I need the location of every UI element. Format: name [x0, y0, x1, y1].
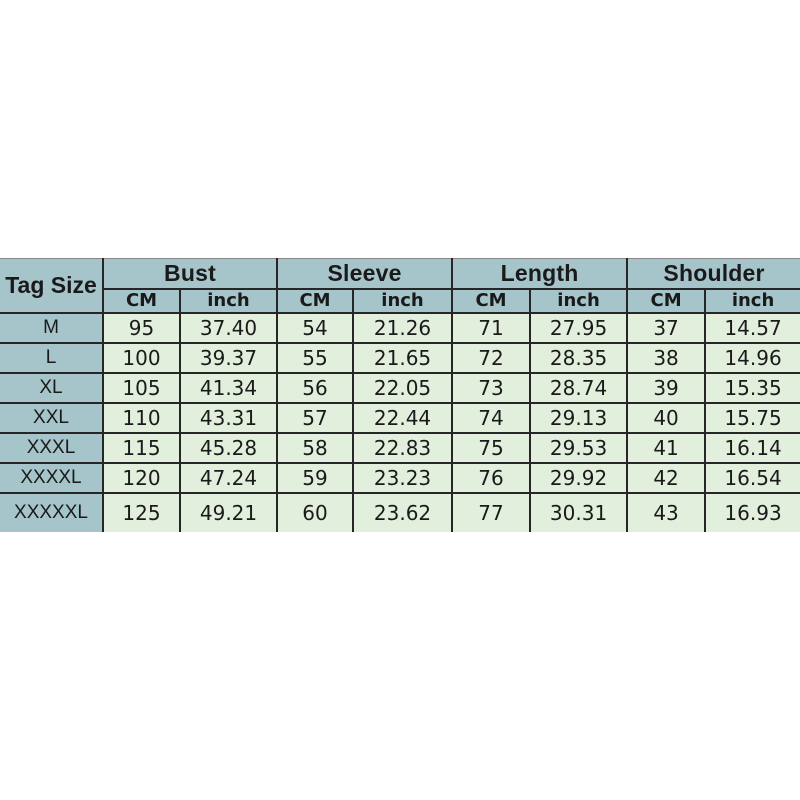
group-header-shoulder: Shoulder: [627, 259, 800, 289]
shoulder-cm-cell: 40: [627, 403, 705, 433]
length-inch-cell: 30.31: [530, 493, 627, 532]
length-cm-cell: 77: [452, 493, 530, 532]
size-label-cell: XXL: [0, 403, 103, 433]
size-row-xxxxl: [0, 463, 800, 493]
shoulder-cm-cell: 41: [627, 433, 705, 463]
shoulder-inch-cell: 16.93: [705, 493, 800, 532]
unit-header-sleeve-cm: CM: [277, 289, 353, 313]
bust-inch-cell: 37.40: [180, 313, 277, 343]
length-inch-cell: 29.92: [530, 463, 627, 493]
unit-header-length-inch: inch: [530, 289, 627, 313]
bust-inch-cell: 39.37: [180, 343, 277, 373]
shoulder-inch-cell: 14.96: [705, 343, 800, 373]
bust-inch-cell: 45.28: [180, 433, 277, 463]
size-row-xxxl: [0, 433, 800, 463]
size-row-xxl: [0, 403, 800, 433]
sleeve-cm-cell: 59: [277, 463, 353, 493]
bust-inch-cell: 49.21: [180, 493, 277, 532]
size-label-cell: XL: [0, 373, 103, 403]
bust-cm-cell: 120: [103, 463, 180, 493]
unit-header-shoulder-cm: CM: [627, 289, 705, 313]
size-label-cell: M: [0, 313, 103, 343]
sleeve-inch-cell: 23.23: [353, 463, 452, 493]
shoulder-inch-cell: 16.54: [705, 463, 800, 493]
shoulder-inch-cell: 16.14: [705, 433, 800, 463]
size-label-cell: XXXL: [0, 433, 103, 463]
sleeve-cm-cell: 56: [277, 373, 353, 403]
sleeve-inch-cell: 22.83: [353, 433, 452, 463]
shoulder-cm-cell: 39: [627, 373, 705, 403]
size-label-cell: XXXXXL: [0, 493, 103, 532]
length-cm-cell: 76: [452, 463, 530, 493]
bust-cm-cell: 115: [103, 433, 180, 463]
size-label-cell: L: [0, 343, 103, 373]
sleeve-cm-cell: 60: [277, 493, 353, 532]
group-header-length: Length: [452, 259, 627, 289]
shoulder-cm-cell: 42: [627, 463, 705, 493]
sleeve-cm-cell: 58: [277, 433, 353, 463]
unit-header-sleeve-inch: inch: [353, 289, 452, 313]
shoulder-inch-cell: 14.57: [705, 313, 800, 343]
length-inch-cell: 29.13: [530, 403, 627, 433]
sleeve-inch-cell: 21.65: [353, 343, 452, 373]
unit-header-bust-inch: inch: [180, 289, 277, 313]
bust-cm-cell: 110: [103, 403, 180, 433]
length-cm-cell: 73: [452, 373, 530, 403]
sleeve-cm-cell: 57: [277, 403, 353, 433]
size-row-m: [0, 313, 800, 343]
shoulder-cm-cell: 38: [627, 343, 705, 373]
sleeve-inch-cell: 22.05: [353, 373, 452, 403]
shoulder-cm-cell: 43: [627, 493, 705, 532]
size-row-l: [0, 343, 800, 373]
sleeve-cm-cell: 54: [277, 313, 353, 343]
length-cm-cell: 75: [452, 433, 530, 463]
length-inch-cell: 28.74: [530, 373, 627, 403]
group-header-row: [0, 259, 800, 289]
size-row-xl: [0, 373, 800, 403]
sleeve-cm-cell: 55: [277, 343, 353, 373]
group-header-bust: Bust: [103, 259, 277, 289]
bust-inch-cell: 47.24: [180, 463, 277, 493]
size-label-cell: XXXXL: [0, 463, 103, 493]
shoulder-cm-cell: 37: [627, 313, 705, 343]
group-header-sleeve: Sleeve: [277, 259, 452, 289]
bust-inch-cell: 41.34: [180, 373, 277, 403]
unit-header-bust-cm: CM: [103, 289, 180, 313]
corner-header-tag-size: Tag Size: [0, 259, 103, 313]
length-inch-cell: 29.53: [530, 433, 627, 463]
shoulder-inch-cell: 15.35: [705, 373, 800, 403]
shoulder-inch-cell: 15.75: [705, 403, 800, 433]
sleeve-inch-cell: 22.44: [353, 403, 452, 433]
length-cm-cell: 71: [452, 313, 530, 343]
size-row-xxxxxl: [0, 493, 800, 532]
unit-header-shoulder-inch: inch: [705, 289, 800, 313]
bust-cm-cell: 125: [103, 493, 180, 532]
sleeve-inch-cell: 23.62: [353, 493, 452, 532]
sleeve-inch-cell: 21.26: [353, 313, 452, 343]
bust-inch-cell: 43.31: [180, 403, 277, 433]
bust-cm-cell: 105: [103, 373, 180, 403]
length-inch-cell: 27.95: [530, 313, 627, 343]
length-inch-cell: 28.35: [530, 343, 627, 373]
size-chart-table: [0, 258, 800, 532]
length-cm-cell: 74: [452, 403, 530, 433]
unit-header-row: [0, 289, 800, 313]
length-cm-cell: 72: [452, 343, 530, 373]
unit-header-length-cm: CM: [452, 289, 530, 313]
bust-cm-cell: 95: [103, 313, 180, 343]
bust-cm-cell: 100: [103, 343, 180, 373]
